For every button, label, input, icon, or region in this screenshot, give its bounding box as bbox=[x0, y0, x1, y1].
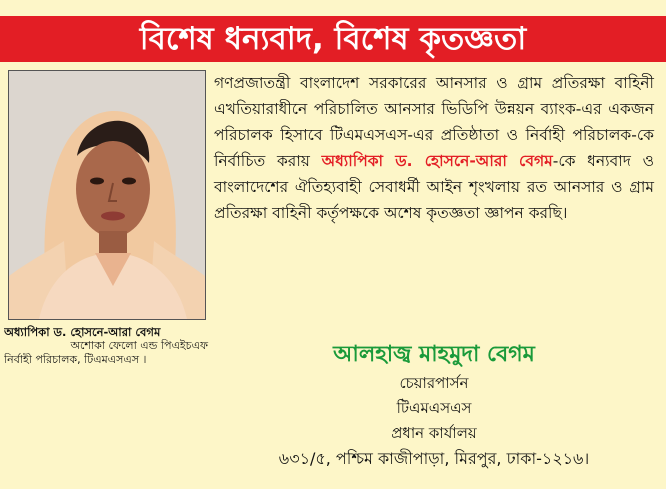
caption-fellowship: অশোকা ফেলো এন্ড পিএইচএফ bbox=[70, 339, 208, 352]
signatory-office: প্রধান কার্যালয় bbox=[391, 424, 477, 442]
signatory-organization: টিএমএসএস bbox=[396, 399, 472, 417]
photo-caption bbox=[4, 325, 216, 367]
highlighted-name: অধ্যাপিকা ড. হোসনে-আরা বেগম bbox=[321, 152, 553, 170]
portrait-photo bbox=[8, 70, 206, 320]
signatory-name: আলহাজ্ব মাহমুদা বেগম bbox=[333, 342, 535, 367]
body-text-part1: গণপ্রজাতন্ত্রী বাংলাদেশ সরকারের আনসার ও গ্রাম প্রতিরক্ষা বাহিনী এখতিয়ারাধীনে পরিচালিত আনসার ভিডিপি উন্নয়ন ব্যাংক-এর একজন পরিচালক হিসাবে টিএমএসএস-এর প্রতিষ্ঠাতা ও নির্বাহী পরিচালক-কে নির্বাচিত করায় bbox=[214, 74, 654, 170]
ad-body-text bbox=[214, 70, 654, 226]
body-text-part2: -কে ধন্যবাদ ও বাংলাদেশের ঐতিহ্যবাহী সেবাধর্মী আইন শৃংখলায় রত আনসার ও গ্রাম প্রতিরক্ষা বাহিনী কর্তৃপক্ষকে অশেষ কৃতজ্ঞতা জ্ঞাপন করছি। bbox=[214, 152, 654, 222]
caption-name: অধ্যাপিকা ড. হোসনে-আরা বেগম bbox=[4, 325, 161, 339]
signatory-title: চেয়ারপার্সন bbox=[399, 374, 469, 392]
portrait-illustration bbox=[9, 71, 205, 319]
ad-headline: বিশেষ ধন্যবাদ, বিশেষ কৃতজ্ঞতা bbox=[0, 16, 666, 62]
signatory-address: ৬৩১/৫, পশ্চিম কাজীপাড়া, মিরপুর, ঢাকা-১২১৬। bbox=[278, 449, 590, 468]
caption-designation: নির্বাহী পরিচালক, টিএমএসএস । bbox=[4, 353, 147, 366]
